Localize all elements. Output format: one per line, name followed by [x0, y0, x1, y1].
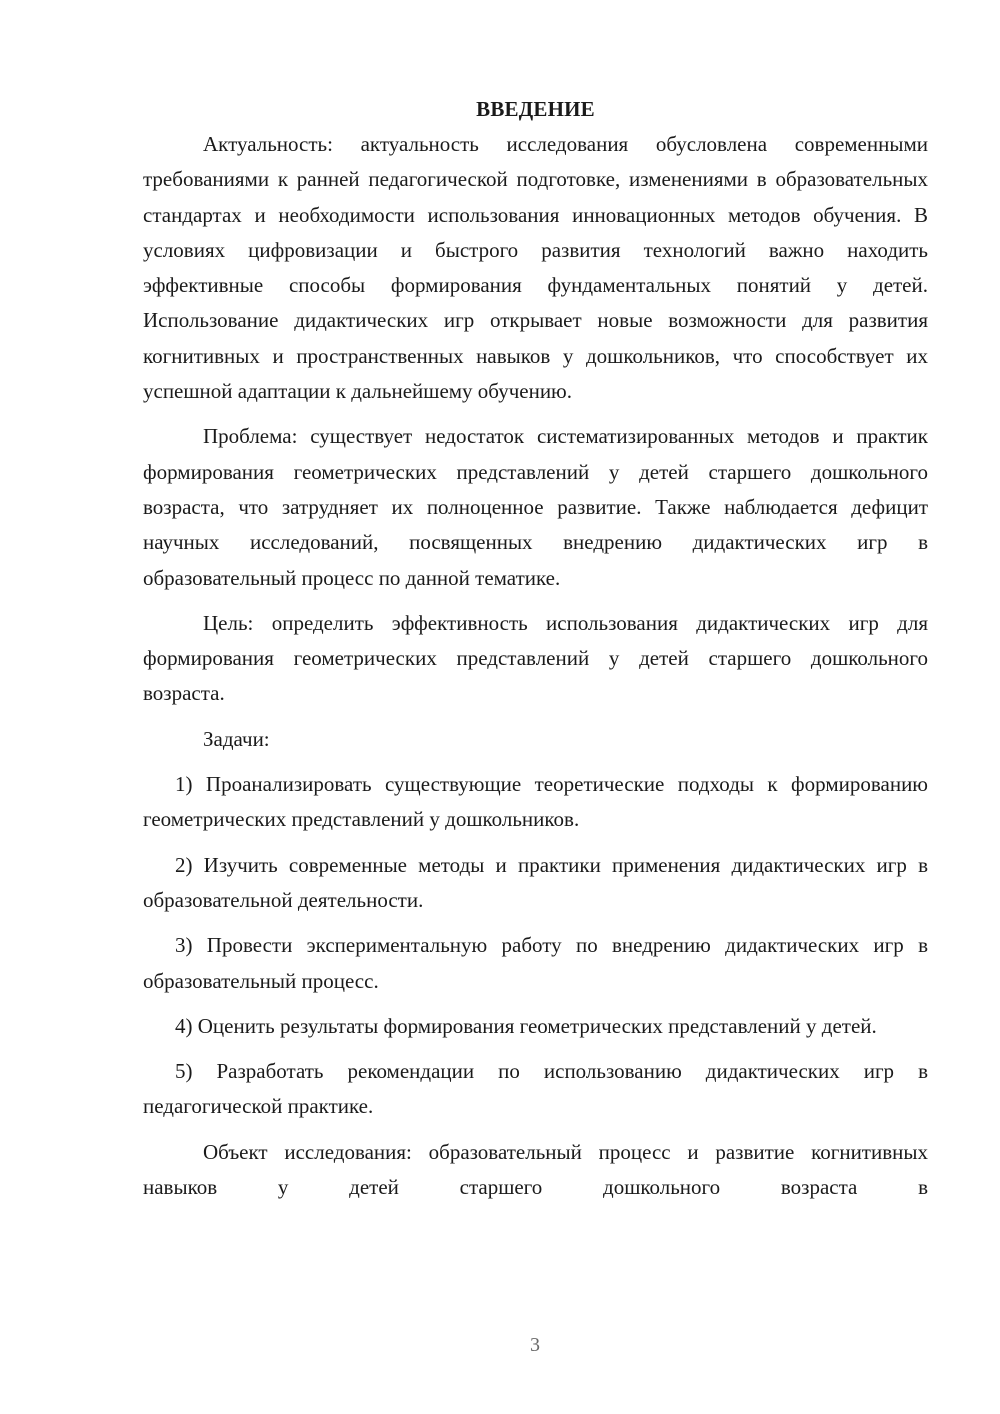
task-item-5: 5) Разработать рекомендации по использованию дидактических игр в педагогической практике. [143, 1059, 928, 1119]
paragraph-tasks-label: Задачи: [203, 726, 270, 751]
paragraph-goal: Цель: определить эффективность использования дидактических игр для формирования геометрических представлений у детей старшего дошкольного возраста. [143, 610, 928, 706]
section-heading: ВВЕДЕНИЕ [476, 97, 595, 121]
paragraph-problem: Проблема: существует недостаток систематизированных методов и практик формирования геометрических представлений у детей старшего дошкольного возраста, что затрудняет их полноценное развитие. Также наблюдается дефицит научных исследований, посвященных внедрению дидактических игр в образовательный процесс по данной тематике. [143, 424, 928, 590]
task-item-3: 3) Провести экспериментальную работу по внедрению дидактических игр в образовательный процесс. [143, 933, 928, 993]
task-item-1: 1) Проанализировать существующие теоретические подходы к формированию геометрических представлений у дошкольников. [143, 772, 928, 832]
task-item-2: 2) Изучить современные методы и практики применения дидактических игр в образовательной деятельности. [143, 852, 928, 912]
paragraph-object: Объект исследования: образовательный процесс и развитие когнитивных навыков у детей старшего дошкольного возраста в [143, 1139, 928, 1200]
paragraph-relevance: Актуальность: актуальность исследования обусловлена современными требованиями к ранней педагогической подготовке, изменениями в образовательных стандартах и необходимости использования инновационных методов обучения. В условиях цифровизации и быстрого развития технологий важно находить эффективные способы формирования фундаментальных понятий у детей. Использование дидактических игр открывает новые возможности для развития когнитивных и пространственных навыков у дошкольников, что способствует их успешной адаптации к дальнейшему обучению. [143, 132, 928, 404]
page-number: 3 [530, 1334, 540, 1356]
task-item-4: 4) Оценить результаты формирования геометрических представлений у детей. [175, 1013, 877, 1038]
page-content [143, 92, 928, 1205]
